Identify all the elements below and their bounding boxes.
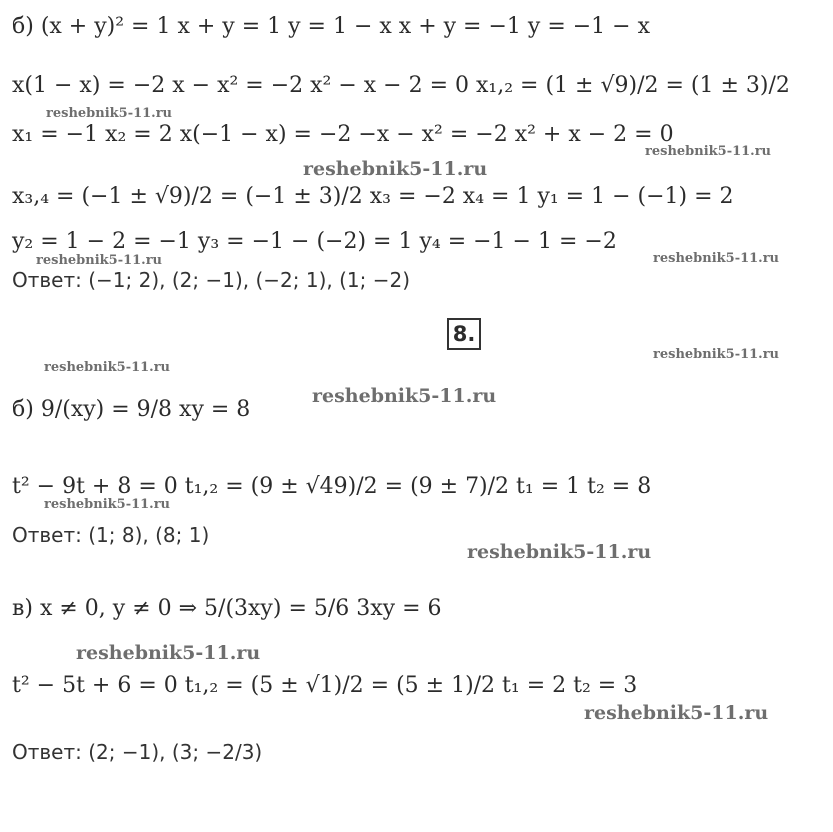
task-number-badge: 8. — [447, 318, 481, 350]
watermark: reshebnik5-11.ru — [467, 541, 652, 563]
watermark: reshebnik5-11.ru — [44, 497, 171, 512]
math-line: t² − 9t + 8 = 0 t₁,₂ = (9 ± √49)/2 = (9 ± 7)/2 t₁ = 1 t₂ = 8 — [12, 474, 652, 499]
math-line: y₂ = 1 − 2 = −1 y₃ = −1 − (−2) = 1 y₄ = −1 − 1 = −2 — [12, 229, 617, 254]
math-line: б) 9/(xy) = 9/8 xy = 8 — [12, 397, 251, 422]
math-line: t² − 5t + 6 = 0 t₁,₂ = (5 ± √1)/2 = (5 ± 1)/2 t₁ = 2 t₂ = 3 — [12, 673, 638, 698]
answer-text: Ответ: (2; −1), (3; −2/3) — [12, 740, 263, 764]
answer-text: Ответ: (1; 8), (8; 1) — [12, 523, 210, 547]
watermark: reshebnik5-11.ru — [303, 158, 488, 180]
math-line: x₁ = −1 x₂ = 2 x(−1 − x) = −2 −x − x² = −2 x² + x − 2 = 0 — [12, 122, 674, 147]
math-line: в) x ≠ 0, y ≠ 0 ⇒ 5/(3xy) = 5/6 3xy = 6 — [12, 596, 442, 621]
watermark: reshebnik5-11.ru — [584, 702, 769, 724]
math-line: x(1 − x) = −2 x − x² = −2 x² − x − 2 = 0 x₁,₂ = (1 ± √9)/2 = (1 ± 3)/2 — [12, 73, 790, 98]
watermark: reshebnik5-11.ru — [36, 253, 163, 268]
math-line: б) (x + y)² = 1 x + y = 1 y = 1 − x x + y = −1 y = −1 − x — [12, 14, 651, 39]
math-line: x₃,₄ = (−1 ± √9)/2 = (−1 ± 3)/2 x₃ = −2 x₄ = 1 y₁ = 1 − (−1) = 2 — [12, 184, 734, 209]
watermark: reshebnik5-11.ru — [312, 385, 497, 407]
answer-text: Ответ: (−1; 2), (2; −1), (−2; 1), (1; −2) — [12, 268, 411, 292]
watermark: reshebnik5-11.ru — [653, 251, 780, 266]
watermark: reshebnik5-11.ru — [44, 360, 171, 375]
watermark: reshebnik5-11.ru — [645, 144, 772, 159]
watermark: reshebnik5-11.ru — [76, 642, 261, 664]
watermark: reshebnik5-11.ru — [653, 347, 780, 362]
watermark: reshebnik5-11.ru — [46, 106, 173, 121]
